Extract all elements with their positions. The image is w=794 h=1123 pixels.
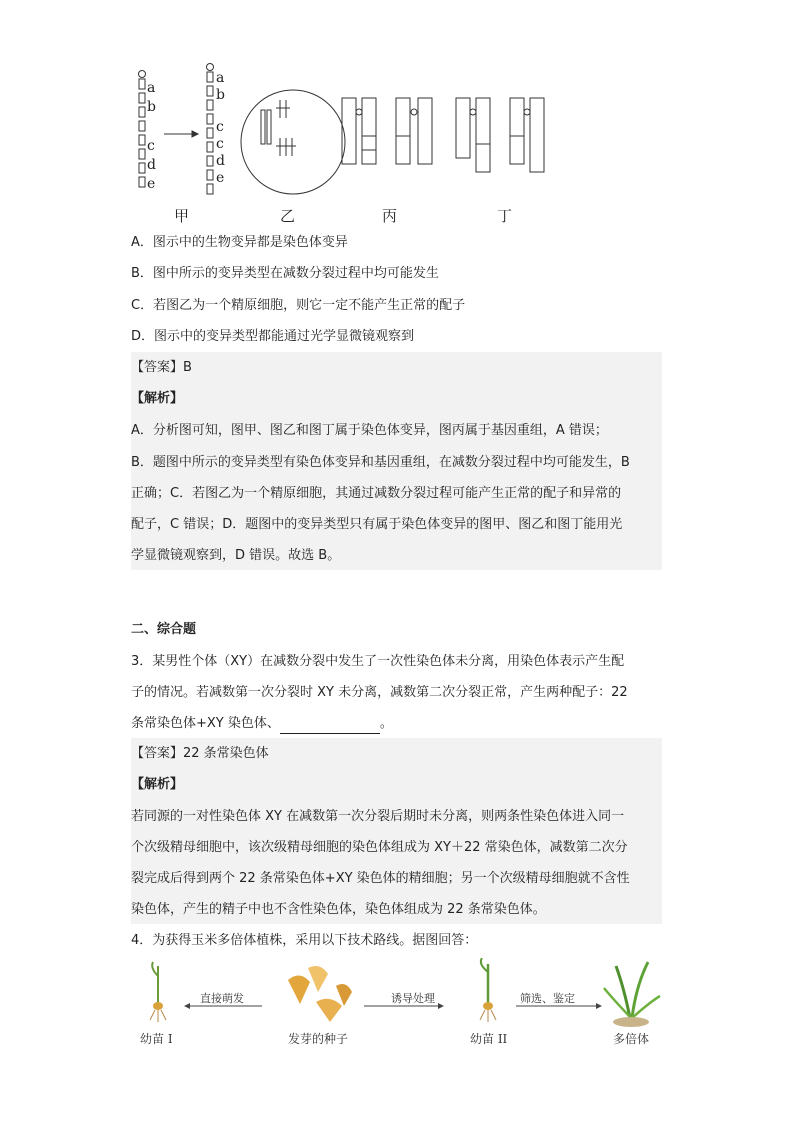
q2-analysis-title: 【解析】 <box>131 391 184 406</box>
q3-answer-block <box>131 738 662 924</box>
q2-analysis-line: 正确；C．若图乙为一个精原细胞，其通过减数分裂过程可能产生正常的配子和异常的 <box>131 486 622 501</box>
q3-analysis-line: 染色体，产生的精子中也不含性染色体，染色体组成为 22 条常染色体。 <box>131 902 546 917</box>
letter-d: d <box>216 153 225 169</box>
q3-stem-prefix: 条常染色体+XY 染色体、 <box>131 716 280 731</box>
chromosome-yi-letters <box>216 70 225 187</box>
arrow-label-induction: 诱导处理 <box>391 992 435 1005</box>
letter-c: c <box>216 136 224 152</box>
chromosome-variation-figure <box>130 60 570 200</box>
q3-answer: 【答案】22 条常染色体 <box>131 746 269 761</box>
q3-stem-line: 3．某男性个体（XY）在减数分裂中发生了一次性染色体未分离，用染色体表示产生配 <box>131 654 625 669</box>
section-heading: 二、综合题 <box>131 622 197 637</box>
label-seedling-2: 幼苗 II <box>470 1032 508 1046</box>
arrow-label-direct-germination: 直接萌发 <box>200 992 244 1005</box>
figure-label-bing: 丙 <box>382 207 398 225</box>
q3-stem-line: 子的情况。若减数第一次分裂时 XY 未分离，减数第二次分裂正常，产生两种配子：22 <box>131 685 628 700</box>
q3-analysis-line: 若同源的一对性染色体 XY 在减数第一次分裂后期时未分离，则两条性染色体进入同一 <box>131 809 625 824</box>
q3-stem-line-3 <box>131 714 393 734</box>
answer-blank[interactable] <box>280 719 380 734</box>
figure-label-yi: 乙 <box>280 207 296 225</box>
germinating-seeds-image <box>288 966 352 1022</box>
letter-b: b <box>147 99 156 115</box>
letter-a: a <box>216 70 225 86</box>
option-d: D．图示中的变异类型都能通过光学显微镜观察到 <box>131 329 415 344</box>
letter-c: c <box>147 138 155 154</box>
q3-stem-suffix: 。 <box>379 716 393 731</box>
letter-e: e <box>147 176 156 192</box>
label-germinating-seeds: 发芽的种子 <box>288 1032 349 1046</box>
option-b: B．图中所示的变异类型在减数分裂过程中均可能发生 <box>131 266 439 281</box>
polyploid-plant-image <box>604 962 660 1027</box>
q2-answer: 【答案】B <box>131 360 192 375</box>
option-a: A．图示中的生物变异都是染色体变异 <box>131 235 348 250</box>
q4-stem: 4．为获得玉米多倍体植株，采用以下技术路线。据图回答： <box>131 933 478 948</box>
q3-analysis-title: 【解析】 <box>131 777 184 792</box>
letter-a: a <box>147 80 156 96</box>
q2-analysis-line: A．分析图可知，图甲、图乙和图丁属于染色体变异，图丙属于基因重组，A 错误； <box>131 423 608 438</box>
letter-c: c <box>216 119 224 135</box>
label-seedling-1: 幼苗 I <box>140 1032 173 1046</box>
q2-analysis-line: 学显微镜观察到，D 错误。故选 B。 <box>131 548 341 563</box>
seedling-1-image <box>150 962 166 1022</box>
figure-label-ding: 丁 <box>497 207 513 225</box>
letter-e: e <box>216 170 225 186</box>
q2-analysis-line: 配子，C 错误；D．题图中的变异类型只有属于染色体变异的图甲、图乙和图丁能用光 <box>131 517 623 532</box>
figure-label-jia: 甲 <box>174 207 190 225</box>
chromosome-jia-letters <box>147 79 156 194</box>
letter-b: b <box>216 87 225 103</box>
q3-analysis-line: 个次级精母细胞中，该次级精母细胞的染色体组成为 XY＋22 常染色体，减数第二次分 <box>131 840 628 855</box>
q2-analysis-line: B．题图中所示的变异类型有染色体变异和基因重组，在减数分裂过程中均可能发生，B <box>131 455 630 470</box>
letter-d: d <box>147 157 156 173</box>
label-polyploid: 多倍体 <box>613 1032 650 1046</box>
arrow-label-screening: 筛选、鉴定 <box>520 992 575 1005</box>
seedling-2-image <box>480 958 496 1022</box>
q3-analysis-line: 裂完成后得到两个 22 条常染色体+XY 染色体的精细胞；另一个次级精母细胞就不含性 <box>131 871 630 886</box>
option-c: C．若图乙为一个精原细胞，则它一定不能产生正常的配子 <box>131 298 466 313</box>
